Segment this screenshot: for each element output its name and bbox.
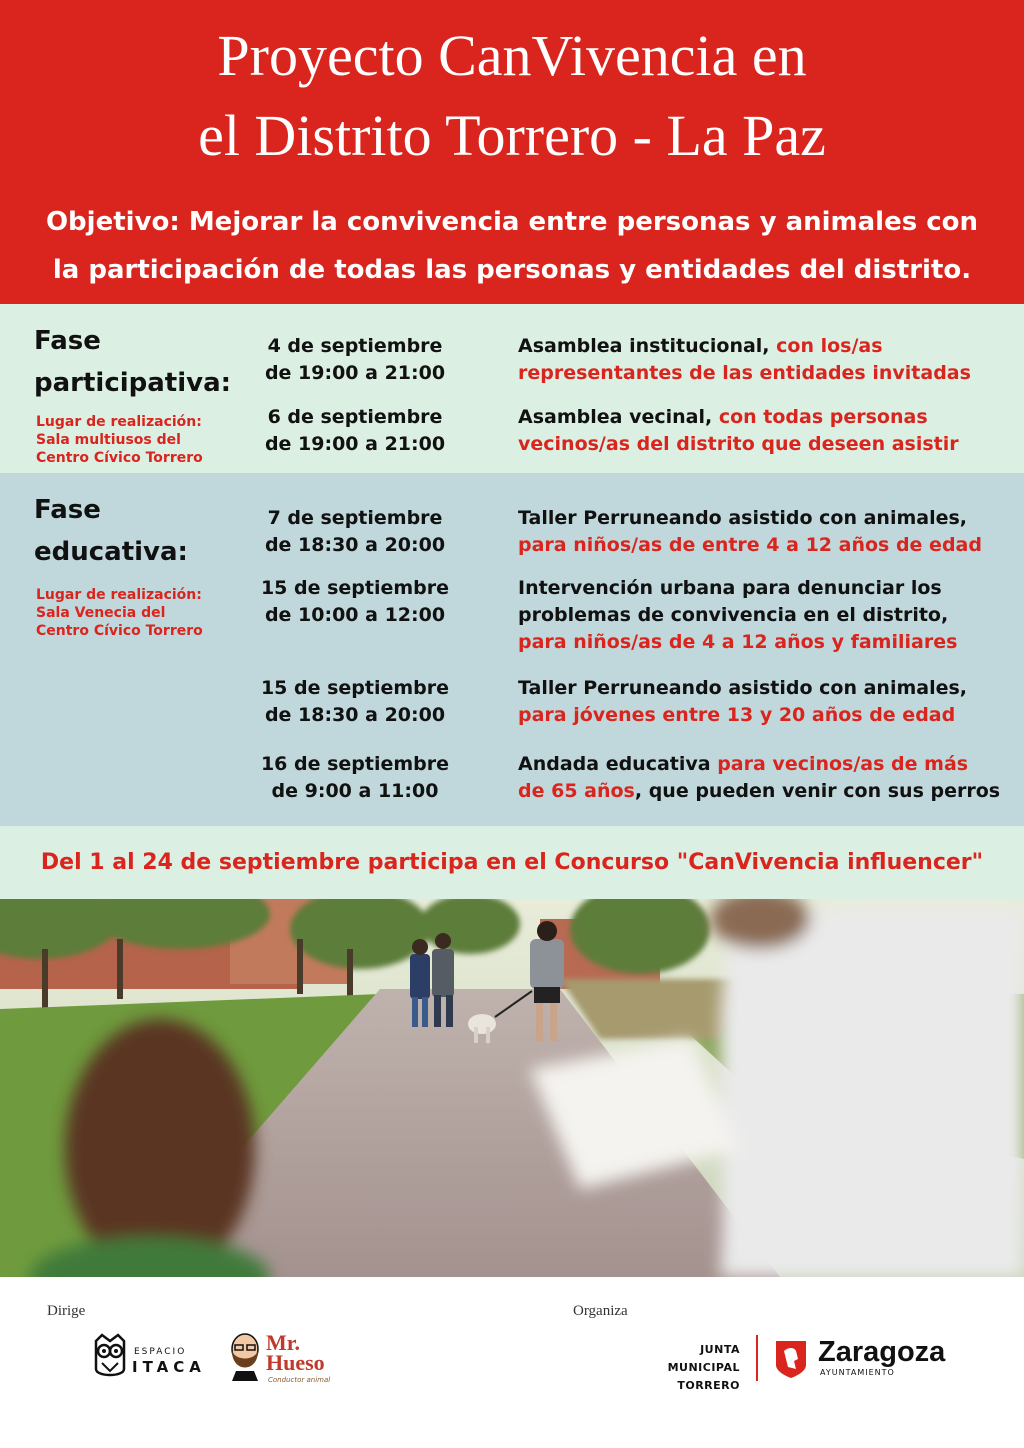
- organiza-label: Organiza: [573, 1303, 628, 1319]
- event-date-day: 7 de septiembre: [267, 507, 443, 529]
- event-date-time: de 10:00 a 12:00: [264, 604, 446, 626]
- footer: [0, 1277, 1024, 1448]
- ayuntamiento-label: AYUNTAMIENTO: [820, 1368, 895, 1377]
- objective-line-1: Objetivo: Mejorar la convivencia entre personas y animales con: [45, 207, 979, 237]
- event-desc-red: para niños/as de 4 a 12 años y familiares: [518, 631, 958, 653]
- contest-banner: Del 1 al 24 de septiembre participa en el Concurso "CanVivencia influencer": [0, 826, 1024, 899]
- event-desc-black: Asamblea institucional,: [518, 335, 770, 357]
- location-line-2: Sala multiusos del: [36, 432, 181, 448]
- event-date: [240, 404, 470, 458]
- location-line-1: Lugar de realización:: [36, 587, 202, 603]
- objective-line-2: la participación de todas las personas y entidades del distrito.: [52, 255, 972, 285]
- event-description: [518, 505, 1008, 559]
- event-date-day: 16 de septiembre: [260, 753, 450, 775]
- event-date-time: de 18:30 a 20:00: [264, 534, 446, 556]
- phase-title: [34, 320, 231, 404]
- hueso-line-1: Mr.: [266, 1330, 301, 1355]
- event-description: [518, 675, 1008, 729]
- phase-educativa: [0, 473, 1024, 826]
- event-date: [240, 505, 470, 559]
- event-description: [518, 751, 1008, 805]
- title-line-1: Proyecto CanVivencia en: [217, 23, 807, 88]
- event-date: [240, 575, 470, 629]
- poster-title: [0, 16, 1024, 176]
- event-description: [518, 333, 1008, 387]
- location-line-3: Centro Cívico Torrero: [36, 450, 203, 466]
- phase-location: [36, 413, 203, 467]
- event-date-day: 4 de septiembre: [267, 335, 443, 357]
- event-desc-black: problemas de convivencia en el distrito,: [518, 604, 949, 626]
- event-date: [240, 751, 470, 805]
- bearded-face-icon: [226, 1331, 264, 1381]
- event-desc-black: Asamblea vecinal,: [518, 406, 713, 428]
- phase-title-line-2: educativa:: [34, 537, 188, 567]
- zaragoza-wordmark: Zaragoza: [818, 1336, 946, 1368]
- mr-hueso-logo: [226, 1331, 366, 1387]
- event-desc-red: para niños/as de entre 4 a 12 años de edad: [518, 534, 982, 556]
- objective-text: [20, 198, 1004, 294]
- event-desc-red: representantes de las entidades invitadas: [518, 362, 971, 384]
- park-photo: [0, 899, 1024, 1277]
- event-date-day: 6 de septiembre: [267, 406, 443, 428]
- phase-title: [34, 489, 188, 573]
- event-description: [518, 575, 1008, 656]
- event-date-day: 15 de septiembre: [260, 577, 450, 599]
- itaca-big-text: ITACA: [132, 1358, 206, 1376]
- header-banner: [0, 0, 1024, 304]
- location-line-2: Sala Venecia del: [36, 605, 166, 621]
- phase-participativa: [0, 304, 1024, 473]
- title-line-2: el Distrito Torrero - La Paz: [198, 103, 826, 168]
- event-desc-red: con los/as: [769, 335, 883, 357]
- junta-line-2: TORRERO: [677, 1379, 740, 1392]
- event-desc-black: Taller Perruneando asistido con animales,: [518, 507, 968, 529]
- event-date-time: de 19:00 a 21:00: [264, 433, 446, 455]
- event-date-time: de 19:00 a 21:00: [264, 362, 446, 384]
- phase-title-line-1: Fase: [34, 326, 101, 356]
- event-date: [240, 333, 470, 387]
- hueso-name: [266, 1330, 325, 1375]
- hueso-line-2: Hueso: [266, 1350, 325, 1375]
- park-photo-illustration: [0, 899, 1024, 1277]
- event-desc-red: vecinos/as del distrito que deseen asistir: [518, 433, 959, 455]
- espacio-itaca-logo: [90, 1331, 210, 1387]
- owl-icon: [90, 1331, 130, 1381]
- event-date-time: de 18:30 a 20:00: [264, 704, 446, 726]
- junta-municipal-label: [636, 1341, 740, 1395]
- event-description: [518, 404, 1008, 458]
- event-desc-red: con todas personas: [712, 406, 928, 428]
- event-desc-black: Andada educativa: [518, 753, 718, 775]
- event-date-day: 15 de septiembre: [260, 677, 450, 699]
- event-desc-red: para jóvenes entre 13 y 20 años de edad: [518, 704, 956, 726]
- lion-shield-icon: [774, 1339, 808, 1379]
- phase-title-line-2: participativa:: [34, 368, 232, 398]
- event-desc-black: Taller Perruneando asistido con animales,: [518, 677, 968, 699]
- dirige-label: Dirige: [47, 1303, 86, 1319]
- logo-divider: [756, 1335, 758, 1381]
- location-line-1: Lugar de realización:: [36, 414, 202, 430]
- event-date-time: de 9:00 a 11:00: [271, 780, 439, 802]
- event-desc-black: Intervención urbana para denunciar los: [518, 577, 942, 599]
- event-desc-red: de 65 años: [518, 780, 635, 802]
- event-desc-red: para vecinos/as de más: [717, 753, 969, 775]
- phase-title-line-1: Fase: [34, 495, 101, 525]
- event-date: [240, 675, 470, 729]
- event-desc-black: , que pueden venir con sus perros: [634, 780, 1001, 802]
- itaca-small-text: ESPACIO: [134, 1347, 187, 1357]
- location-line-3: Centro Cívico Torrero: [36, 623, 203, 639]
- phase-location: [36, 586, 203, 640]
- hueso-subtitle: Conductor animal: [268, 1376, 331, 1384]
- junta-line-1: JUNTA MUNICIPAL: [667, 1343, 740, 1374]
